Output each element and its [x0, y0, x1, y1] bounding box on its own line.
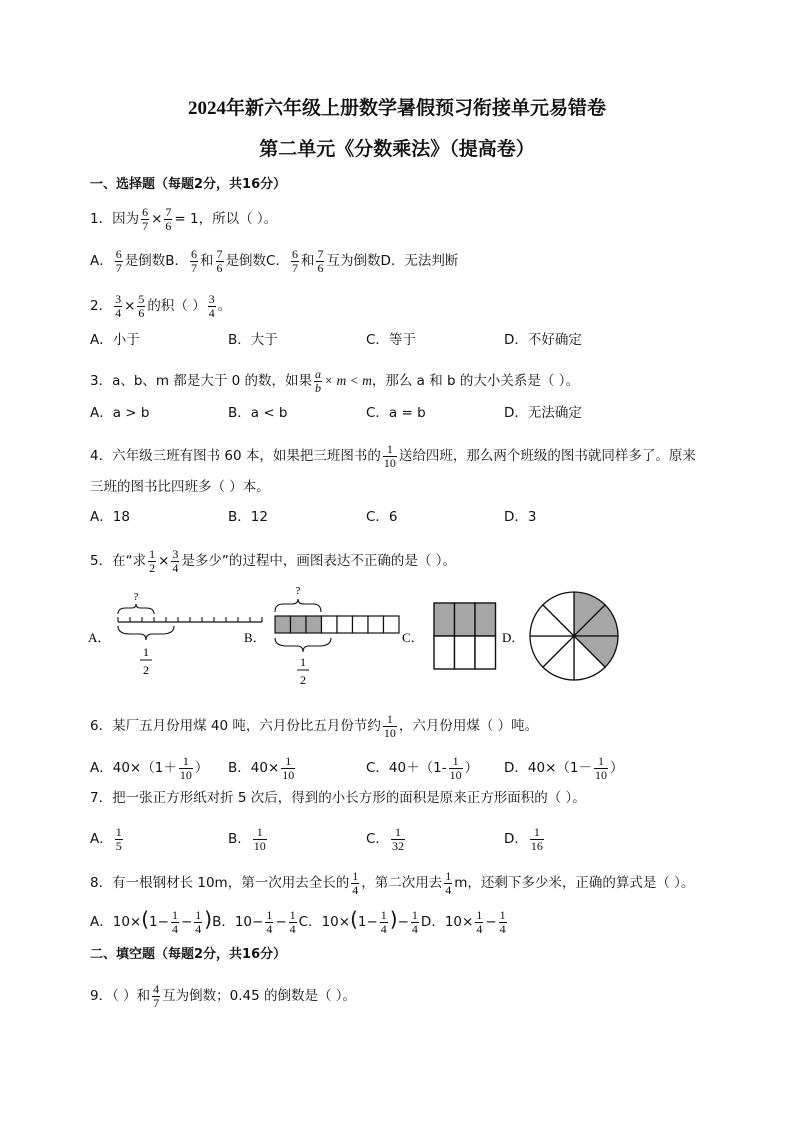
figure-b-cell-bar [275, 585, 399, 687]
option-a[interactable]: A． $\frac{1}{5}$ [90, 825, 122, 853]
fraction: $\frac{6}{7}$ [142, 205, 149, 233]
question-mark: ? [295, 585, 301, 597]
grid-cell [455, 603, 476, 636]
question-1-options [90, 248, 458, 274]
option-a[interactable]: A．18 [90, 509, 130, 525]
bar-cell [306, 616, 322, 633]
grid-cell [475, 603, 496, 636]
option-a[interactable]: A．40×（1＋ $\frac{1}{10}$ ） [90, 754, 209, 782]
option-a[interactable]: A．a > b [90, 405, 150, 421]
brace-top [275, 599, 321, 612]
bar-cell [337, 616, 353, 633]
figure-c-grid [434, 603, 496, 669]
grid-cell [455, 636, 476, 669]
page-title: 2024年新六年级上册数学暑假预习衔接单元易错卷 [187, 98, 606, 119]
option-b[interactable]: B．12 [228, 509, 268, 525]
question-9: 9．（ ）和 $\frac{4}{7}$ 互为倒数；0.45 的倒数是（ ）。 [90, 982, 357, 1010]
option-c[interactable]: C．等于 [366, 332, 416, 348]
bar-cell [384, 616, 400, 633]
question-mark: ? [133, 591, 139, 603]
question-2: 2． $\frac{3}{4}$ × $\frac{5}{6}$ 的积（ ） $\frac{3}{4}$ 。 [90, 292, 232, 320]
question-8: 8．有一根钢材长 10m，第一次用去全长的 $\frac{1}{4}$ ，第二次用去 $\frac{1}{4}$ m，还剩下多少米，正确的算式是（ ）。 [90, 869, 695, 897]
figure-d-circle [530, 592, 618, 680]
option-d[interactable]: D．无法判断 [380, 253, 459, 270]
option-b[interactable]: B．10− $\frac{1}{4}$ − $\frac{1}{4}$ [212, 908, 296, 936]
option-a-label[interactable]: A． [88, 630, 111, 645]
grid-cell [434, 636, 455, 669]
bar-cell [353, 616, 369, 633]
half-denominator: 2 [143, 663, 149, 677]
option-b[interactable]: B． $\frac{6}{7}$ 和 $\frac{7}{6}$ 是倒数 [165, 247, 267, 275]
half-denominator: 2 [300, 673, 306, 687]
question-8-options [90, 909, 509, 935]
fraction: $\frac{7}{6}$ [165, 205, 172, 233]
half-numerator: 1 [143, 645, 149, 659]
question-4: 4．六年级三班有图书 60 本，如果把三班图书的 $\frac{1}{10}$ 送给四班，那么两个班级的图书就同样多了。原来 [90, 442, 696, 470]
grid-cell [434, 603, 455, 636]
question-7: 7．把一张正方形纸对折 5 次后，得到的小长方形的面积是原来正方形面积的（ ）。 [90, 790, 586, 806]
option-d[interactable]: D．3 [504, 509, 537, 525]
option-d[interactable]: D．无法确定 [504, 405, 582, 421]
option-c[interactable]: C． $\frac{1}{32}$ [366, 825, 404, 853]
option-b[interactable]: B． $\frac{1}{10}$ [228, 825, 266, 853]
figure-a-number-line [118, 591, 262, 677]
bar-cell [275, 616, 291, 633]
option-b[interactable]: B．a < b [228, 405, 288, 421]
option-c[interactable]: C．a = b [366, 405, 426, 421]
grid-cell [475, 636, 496, 669]
section-heading-choice: 一、选择题（每题2分，共16分） [90, 177, 287, 192]
bar-cell [291, 616, 307, 633]
option-d-label[interactable]: D． [502, 630, 525, 645]
half-numerator: 1 [300, 655, 306, 669]
question-1: 1．因为 $\frac{6}{7}$ × $\frac{7}{6}$ = 1，所以（ ）。 [90, 205, 278, 233]
question-6: 6．某厂五月份用煤 40 吨，六月份比五月份节约 $\frac{1}{10}$ ，六月份用煤（ ）吨。 [90, 712, 539, 740]
page-subtitle: 第二单元《分数乘法》（提高卷） [259, 139, 535, 160]
option-b-label[interactable]: B． [244, 630, 266, 645]
option-d[interactable]: D． $\frac{1}{16}$ [504, 825, 543, 853]
option-c[interactable]: C．6 [366, 509, 398, 525]
option-a[interactable]: A．小于 [90, 332, 140, 348]
option-c-label[interactable]: C． [402, 630, 424, 645]
question-4-line2: 三班的图书比四班多（ ）本。 [90, 479, 270, 495]
option-b[interactable]: B．大于 [228, 332, 278, 348]
bar-cell [368, 616, 384, 633]
option-a[interactable]: A．10×(1− $\frac{1}{4}$ − $\frac{1}{4}$ ) [90, 907, 213, 936]
question-3: 3．a、b、m 都是大于 0 的数，如果 $\frac{a}{b}$ × m < m，那么 a 和 b 的大小关系是（ ）。 [90, 367, 579, 395]
option-b[interactable]: B．40× $\frac{1}{10}$ [228, 754, 295, 782]
brace-bottom [118, 626, 174, 640]
q1-prefix: 1．因为 [90, 211, 140, 228]
brace-top [118, 604, 154, 614]
option-d[interactable]: D．40×（1－ $\frac{1}{10}$ ） [504, 754, 624, 782]
brace-bottom [275, 638, 331, 652]
question-5: 5．在“求 $\frac{1}{2}$ × $\frac{3}{4}$ 是多少”的过程中，画图表达不正确的是（ ）。 [90, 547, 456, 575]
option-a[interactable]: A． $\frac{6}{7}$ 是倒数 [90, 247, 166, 275]
section-heading-fill: 二、填空题（每题2分，共16分） [90, 947, 287, 962]
option-d[interactable]: D．10× $\frac{1}{4}$ − $\frac{1}{4}$ [420, 908, 506, 936]
question-5-figures [80, 580, 720, 690]
option-c[interactable]: C．10×(1− $\frac{1}{4}$ )− $\frac{1}{4}$ [298, 907, 418, 936]
option-d[interactable]: D．不好确定 [504, 332, 582, 348]
option-c[interactable]: C．40＋（1- $\frac{1}{10}$ ） [366, 754, 479, 782]
bar-cell [322, 616, 338, 633]
option-c[interactable]: C． $\frac{6}{7}$ 和 $\frac{7}{6}$ 互为倒数 [266, 247, 381, 275]
